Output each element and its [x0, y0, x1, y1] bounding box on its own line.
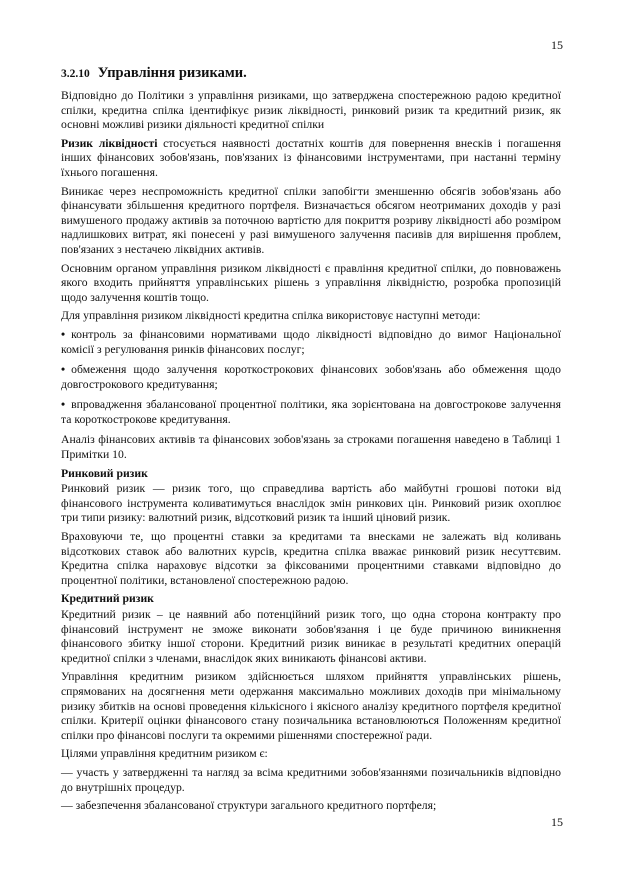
- bullet-item: [61, 328, 561, 357]
- market-risk-definition-paragraph: Ринковий ризик — ризик того, що справедлива вартість або майбутні грошові потоки від фінансового інструмента коливатимуться внаслідок змін ринкових цін. Ринковий ризик охоплює три типи ризику: валютний ризик, відсотковий ризик та інший ціновий ризик.: [61, 482, 561, 525]
- bullet-icon: •: [61, 327, 66, 341]
- liquidity-risk-definition: стосується наявності достатніх коштів для повернення внесків і погашення інших фінансових зобов'язань, пов'язаних із фінансовими інструментами, при настанні терміну їхнього погашення.: [61, 136, 561, 179]
- credit-risk-definition-paragraph: Кредитний ризик – це наявний або потенційний ризик того, що одна сторона контракту про фінансовий інструмент не зможе виконати зобов'язання і це буде причиною виникнення фінансового збитку іншої сторони. Кредитний ризик виникає в результаті кредитних операцій кредитної спілки з членами, внаслідок яких виникають фінансові активи.: [61, 608, 561, 665]
- bullet-item: [61, 363, 561, 392]
- goal-item: — забезпечення збалансованої структури загального кредитного портфеля;: [61, 799, 437, 813]
- credit-risk-heading: Кредитний ризик: [61, 592, 154, 606]
- liquidity-risk-term: Ризик ліквідності: [61, 136, 158, 150]
- liquidity-definition-paragraph: [61, 137, 561, 181]
- document-body: [61, 64, 561, 818]
- analysis-paragraph: Аналіз фінансових активів та фінансових зобов'язань за строками погашення наведено в Таблиці 1 Примітки 10.: [61, 433, 561, 462]
- bullet-icon: •: [61, 398, 66, 412]
- credit-risk-management-paragraph: Управління кредитним ризиком здійснюється шляхом прийняття управлінських рішень, спрямованих на досягнення мети одержання максимально можливих доходів при мінімальному ризику збитків на основі проведення кількісного і якісного аналізу кредитного портфеля кредитної спілки. Критерії оцінки фінансового стану позичальника встановлюються Положенням кредитної спілки про фінансові послуги та окремими рішеннями спостережної ради.: [61, 670, 561, 742]
- bullet-text: впровадження збалансованої процентної політики, яка зорієнтована на довгострокове залучення та короткострокове кредитування.: [61, 398, 561, 426]
- intro-paragraph: Відповідно до Політики з управління ризиками, що затверджена спостережною радою кредитної спілки, кредитна спілка ідентифікує ризик ліквідності, ринковий ризик та кредитний ризик, як основні можливі ризики діяльності кредитної спілки: [61, 89, 561, 132]
- methods-intro-paragraph: Для управління ризиком ліквідності кредитна спілка використовує наступні методи:: [61, 309, 481, 323]
- bullet-text: контроль за фінансовими нормативами щодо ліквідності відповідно до вимог Національної комісії з регулювання ринків фінансових послуг;: [61, 327, 561, 356]
- market-risk-body-paragraph: Враховуючи те, що процентні ставки за кредитами та внесками не залежать від коливань відсоткових ставок або валютних курсів, кредитна спілка вважає ринковий ризик несуттєвим. Кредитна спілка нараховує відсотки за фіксованими процентними ставками відповідно до процентної політики, встановленої спостережною радою.: [61, 530, 561, 587]
- liquidity-body-paragraph: Основним органом управління ризиком ліквідності є правління кредитної спілки, до повноважень якого входить прийняття управлінських рішень з управління ліквідністю, розробка пропозицій щодо залучення коштів тощо.: [61, 261, 561, 304]
- section-number: 3.2.10: [61, 68, 90, 80]
- page-number-top: 15: [551, 38, 563, 52]
- bullet-icon: •: [61, 363, 66, 377]
- section-heading: [61, 64, 561, 83]
- liquidity-cause-paragraph: Виникає через неспроможність кредитної спілки запобігти зменшенню обсягів зобов'язань або фінансувати збільшення кредитного портфеля. Визначається обсягом неотриманих доходів у разі вимушеного продажу активів за поточною вартістю для покриття розриву ліквідності або розміром надлишкових витрат, які понесені у разі вимушеного залучення пасивів для вирішення проблем, пов'язаних з нестачею ліквідних активів.: [61, 184, 561, 256]
- page-number-bottom: 15: [551, 815, 563, 829]
- bullet-item: [61, 398, 561, 427]
- market-risk-heading: Ринковий ризик: [61, 466, 148, 480]
- goal-item: — участь у затвердженні та нагляд за всіма кредитними зобов'язаннями позичальників відповідно до внутрішніх процедур.: [61, 765, 561, 794]
- goals-intro-paragraph: Цілями управління кредитним ризиком є:: [61, 747, 268, 761]
- bullet-text: обмеження щодо залучення короткострокових фінансових зобов'язань або обмеження щодо довгострокового кредитування;: [61, 363, 561, 391]
- section-title: Управління ризиками.: [97, 65, 247, 81]
